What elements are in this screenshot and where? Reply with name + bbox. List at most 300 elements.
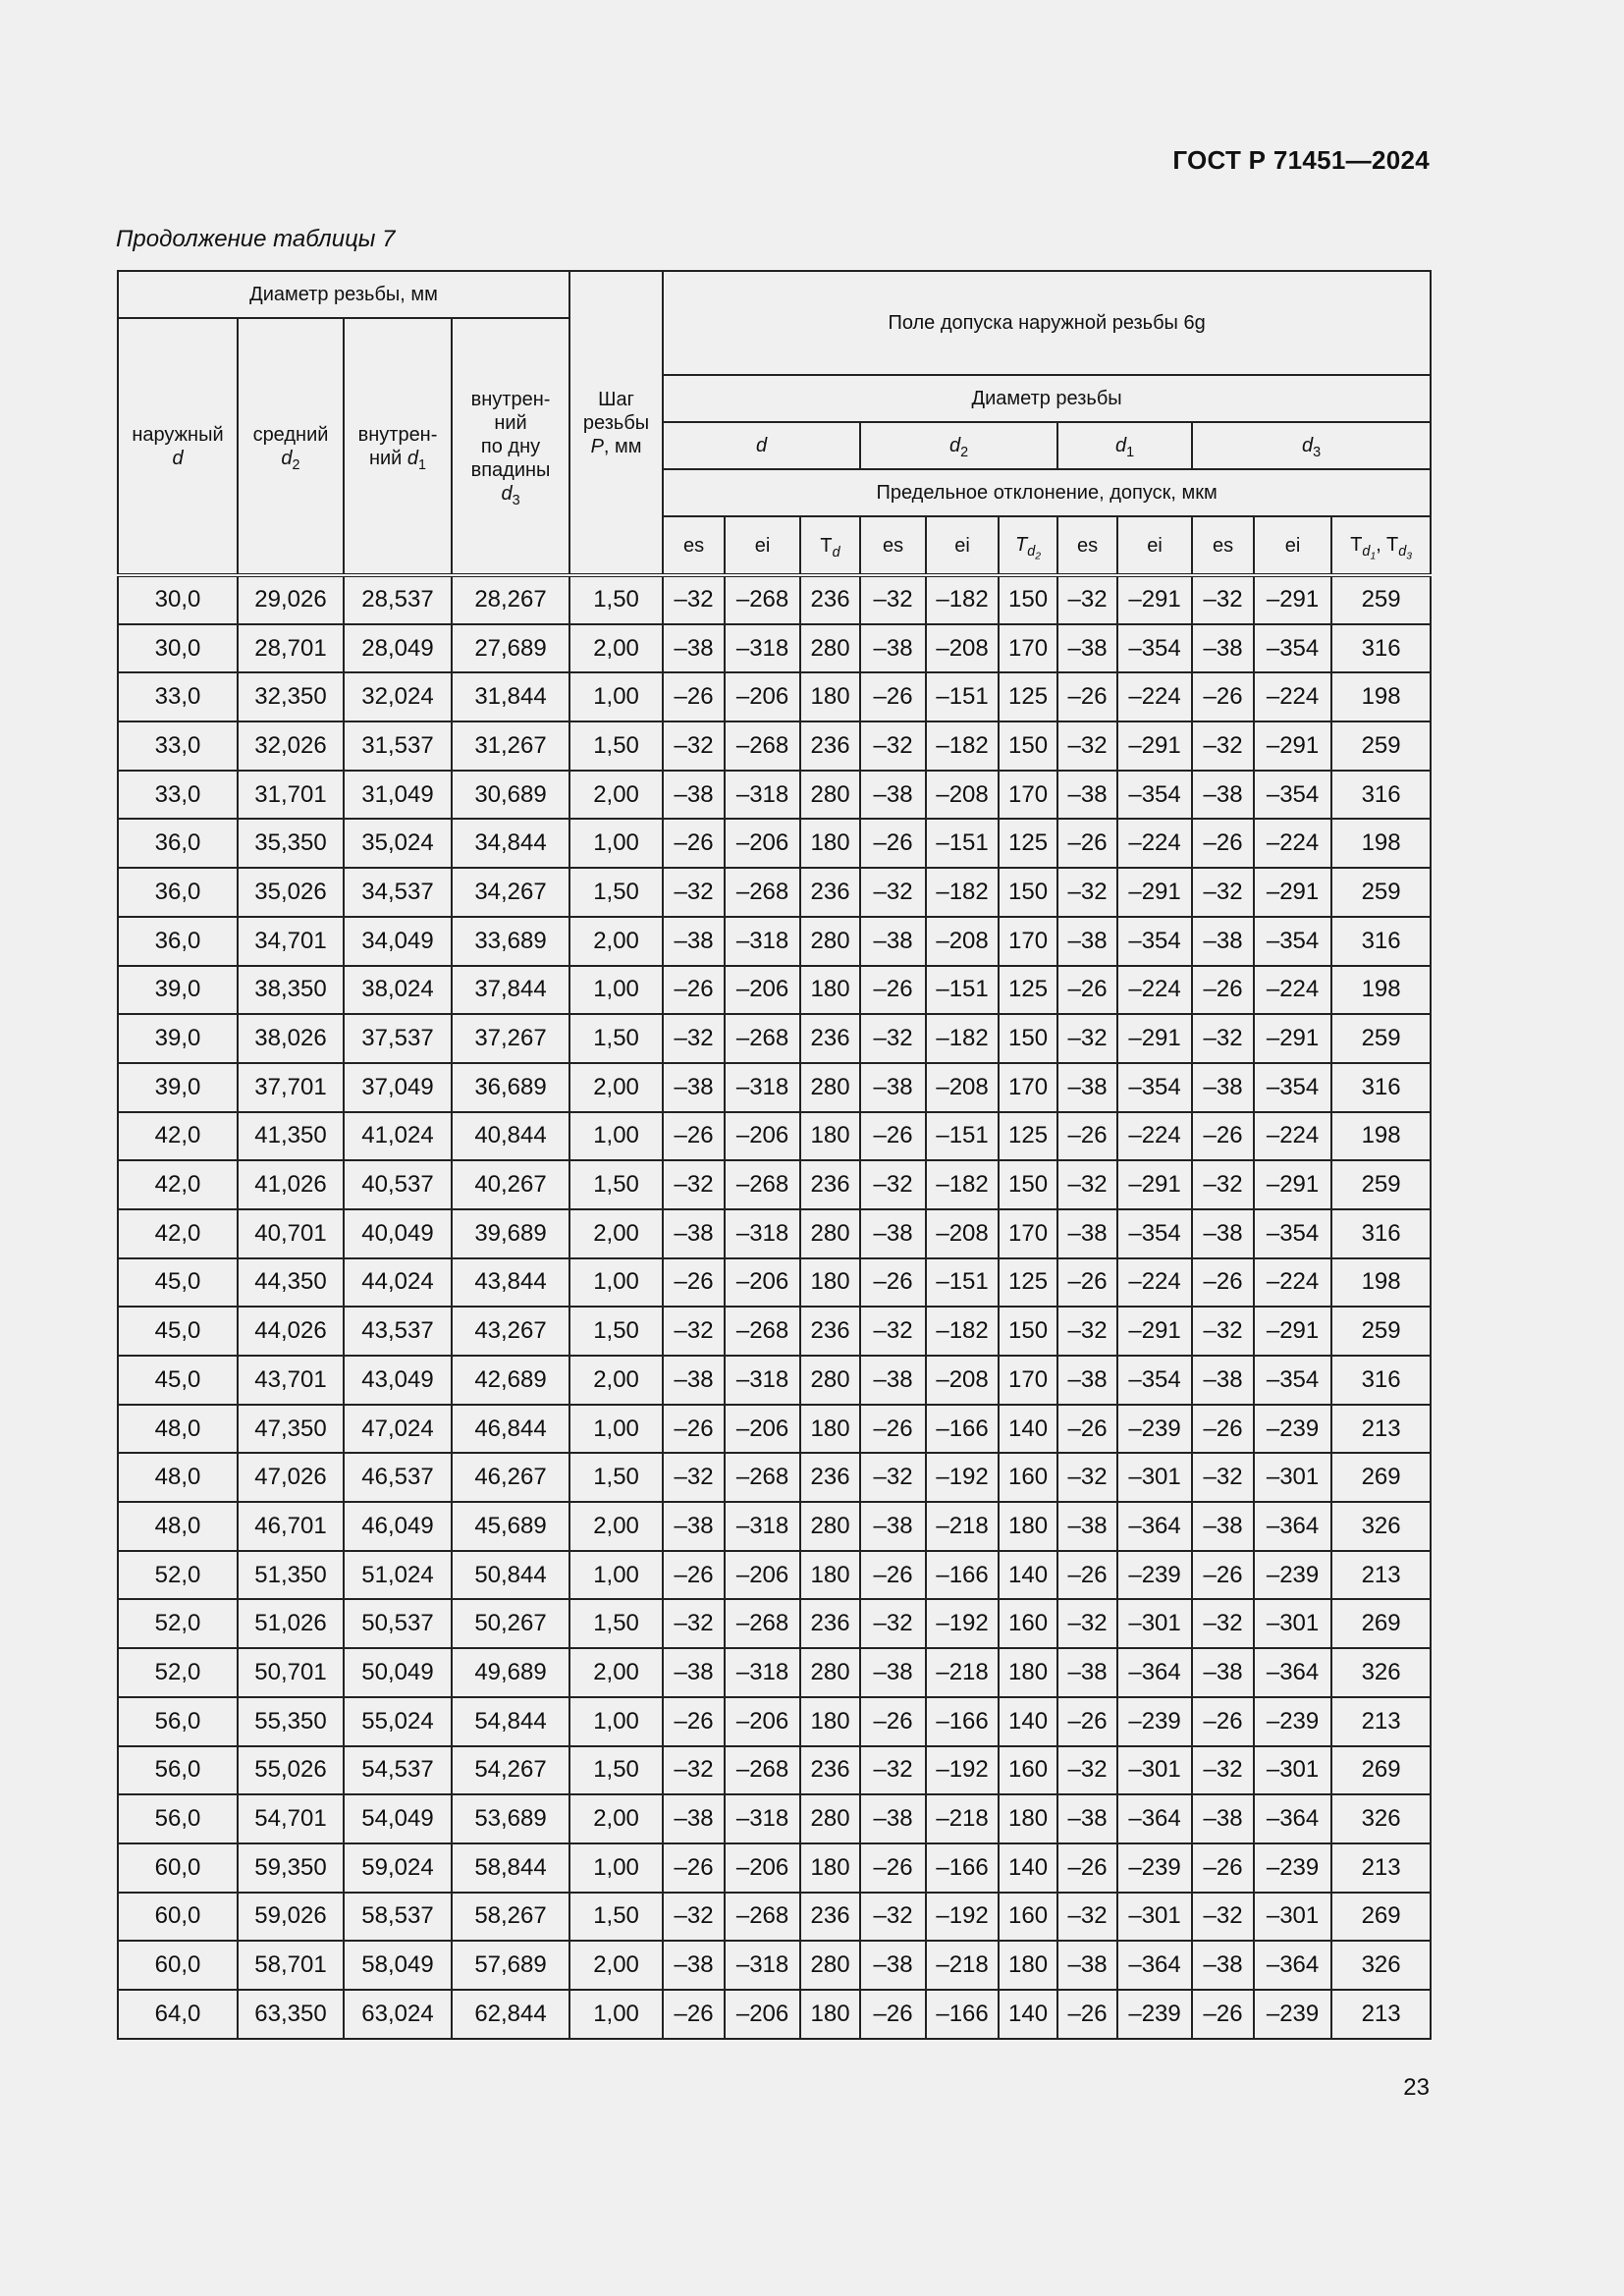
outer-label: наружный bbox=[132, 423, 224, 446]
table-row bbox=[118, 966, 1431, 1015]
cell-ei-d3: –301 bbox=[1254, 1599, 1331, 1648]
cell-outer-diameter: 39,0 bbox=[118, 1014, 238, 1063]
header-group-d bbox=[663, 422, 860, 469]
cell-Td: 236 bbox=[800, 1307, 860, 1356]
cell-ei-d1: –239 bbox=[1117, 1405, 1192, 1454]
cell-outer-diameter: 52,0 bbox=[118, 1551, 238, 1600]
cell-ei-d3: –291 bbox=[1254, 1014, 1331, 1063]
cell-Td2: 170 bbox=[999, 1209, 1057, 1258]
cell-Td: 180 bbox=[800, 966, 860, 1015]
cell-es-d1: –26 bbox=[1057, 672, 1117, 721]
cell-inner-root-diameter: 28,267 bbox=[452, 575, 569, 624]
table-row bbox=[118, 1551, 1431, 1600]
cell-outer-diameter: 30,0 bbox=[118, 575, 238, 624]
cell-middle-diameter: 43,701 bbox=[238, 1356, 344, 1405]
pitch-unit: , мм bbox=[603, 435, 642, 457]
cell-ei-d: –268 bbox=[725, 1599, 800, 1648]
cell-inner-root-diameter: 46,267 bbox=[452, 1453, 569, 1502]
cell-Td: 280 bbox=[800, 1794, 860, 1843]
cell-Td: 280 bbox=[800, 1356, 860, 1405]
cell-inner-root-diameter: 30,689 bbox=[452, 771, 569, 820]
cell-es-d: –38 bbox=[663, 624, 725, 673]
cell-ei-d3: –364 bbox=[1254, 1502, 1331, 1551]
cell-Td1-Td3: 316 bbox=[1331, 1209, 1431, 1258]
header-es-d2: es bbox=[860, 516, 926, 575]
cell-inner-root-diameter: 54,267 bbox=[452, 1746, 569, 1795]
cell-es-d: –32 bbox=[663, 575, 725, 624]
cell-ei-d2: –192 bbox=[926, 1893, 999, 1942]
cell-pitch: 1,50 bbox=[569, 868, 663, 917]
cell-es-d2: –26 bbox=[860, 672, 926, 721]
cell-es-d: –38 bbox=[663, 1209, 725, 1258]
Td3-T: T bbox=[1385, 534, 1399, 557]
cell-middle-diameter: 44,026 bbox=[238, 1307, 344, 1356]
cell-es-d: –38 bbox=[663, 1648, 725, 1697]
cell-es-d3: –32 bbox=[1192, 1160, 1254, 1209]
cell-inner-root-diameter: 34,267 bbox=[452, 868, 569, 917]
cell-Td2: 170 bbox=[999, 1356, 1057, 1405]
cell-Td: 236 bbox=[800, 575, 860, 624]
cell-es-d1: –38 bbox=[1057, 771, 1117, 820]
cell-es-d2: –38 bbox=[860, 1941, 926, 1990]
header-ei-d: ei bbox=[725, 516, 800, 575]
cell-ei-d2: –182 bbox=[926, 1307, 999, 1356]
cell-ei-d: –318 bbox=[725, 1941, 800, 1990]
cell-es-d: –32 bbox=[663, 1599, 725, 1648]
cell-es-d3: –26 bbox=[1192, 1258, 1254, 1308]
cell-ei-d: –268 bbox=[725, 1893, 800, 1942]
table-row bbox=[118, 1990, 1431, 2039]
cell-middle-diameter: 54,701 bbox=[238, 1794, 344, 1843]
cell-ei-d3: –291 bbox=[1254, 1307, 1331, 1356]
cell-inner-diameter: 38,024 bbox=[344, 966, 452, 1015]
cell-ei-d3: –224 bbox=[1254, 672, 1331, 721]
cell-ei-d2: –151 bbox=[926, 1258, 999, 1308]
cell-ei-d1: –354 bbox=[1117, 1356, 1192, 1405]
cell-inner-diameter: 46,049 bbox=[344, 1502, 452, 1551]
Td1-T: T bbox=[1350, 534, 1363, 557]
cell-es-d: –32 bbox=[663, 1014, 725, 1063]
cell-es-d: –32 bbox=[663, 1453, 725, 1502]
cell-Td2: 170 bbox=[999, 624, 1057, 673]
cell-ei-d2: –151 bbox=[926, 1112, 999, 1161]
cell-inner-diameter: 59,024 bbox=[344, 1843, 452, 1893]
table-row bbox=[118, 868, 1431, 917]
cell-middle-diameter: 38,350 bbox=[238, 966, 344, 1015]
cell-Td1-Td3: 326 bbox=[1331, 1502, 1431, 1551]
cell-inner-root-diameter: 57,689 bbox=[452, 1941, 569, 1990]
cell-es-d2: –32 bbox=[860, 575, 926, 624]
cell-pitch: 1,00 bbox=[569, 1697, 663, 1746]
cell-inner-diameter: 50,049 bbox=[344, 1648, 452, 1697]
cell-ei-d2: –151 bbox=[926, 819, 999, 868]
page-number: 23 bbox=[1403, 2074, 1430, 2101]
cell-es-d1: –32 bbox=[1057, 575, 1117, 624]
cell-Td: 236 bbox=[800, 1014, 860, 1063]
cell-inner-diameter: 31,537 bbox=[344, 721, 452, 771]
cell-pitch: 2,00 bbox=[569, 1209, 663, 1258]
cell-inner-root-diameter: 39,689 bbox=[452, 1209, 569, 1258]
cell-pitch: 1,50 bbox=[569, 721, 663, 771]
cell-middle-diameter: 59,026 bbox=[238, 1893, 344, 1942]
cell-ei-d1: –239 bbox=[1117, 1697, 1192, 1746]
cell-Td1-Td3: 316 bbox=[1331, 917, 1431, 966]
cell-inner-root-diameter: 54,844 bbox=[452, 1697, 569, 1746]
Td1-sub-index: 1 bbox=[1370, 551, 1377, 562]
cell-Td2: 125 bbox=[999, 1258, 1057, 1308]
cell-Td1-Td3: 269 bbox=[1331, 1746, 1431, 1795]
cell-middle-diameter: 55,026 bbox=[238, 1746, 344, 1795]
cell-ei-d1: –301 bbox=[1117, 1599, 1192, 1648]
cell-Td2: 150 bbox=[999, 721, 1057, 771]
cell-inner-diameter: 54,049 bbox=[344, 1794, 452, 1843]
cell-es-d3: –26 bbox=[1192, 819, 1254, 868]
cell-inner-root-diameter: 31,267 bbox=[452, 721, 569, 771]
cell-es-d: –38 bbox=[663, 1356, 725, 1405]
cell-ei-d: –268 bbox=[725, 575, 800, 624]
Td2-sub-base: d bbox=[1027, 544, 1036, 561]
table-row bbox=[118, 1014, 1431, 1063]
header-ei-d3: ei bbox=[1254, 516, 1331, 575]
cell-ei-d1: –224 bbox=[1117, 1112, 1192, 1161]
cell-es-d3: –38 bbox=[1192, 1209, 1254, 1258]
cell-es-d1: –32 bbox=[1057, 868, 1117, 917]
cell-Td2: 170 bbox=[999, 1063, 1057, 1112]
cell-middle-diameter: 28,701 bbox=[238, 624, 344, 673]
cell-ei-d2: –208 bbox=[926, 1209, 999, 1258]
cell-es-d1: –32 bbox=[1057, 1014, 1117, 1063]
cell-outer-diameter: 42,0 bbox=[118, 1160, 238, 1209]
group-d1-symbol: d bbox=[1114, 435, 1127, 456]
cell-ei-d1: –224 bbox=[1117, 1258, 1192, 1308]
cell-inner-diameter: 51,024 bbox=[344, 1551, 452, 1600]
cell-ei-d2: –218 bbox=[926, 1648, 999, 1697]
cell-ei-d2: –192 bbox=[926, 1746, 999, 1795]
cell-inner-root-diameter: 49,689 bbox=[452, 1648, 569, 1697]
cell-ei-d1: –364 bbox=[1117, 1794, 1192, 1843]
pitch-symbol: P bbox=[590, 435, 604, 457]
cell-ei-d1: –301 bbox=[1117, 1746, 1192, 1795]
inner-root-label-1: внутрен- bbox=[470, 388, 551, 410]
cell-Td1-Td3: 326 bbox=[1331, 1794, 1431, 1843]
cell-ei-d1: –354 bbox=[1117, 1209, 1192, 1258]
cell-inner-diameter: 40,537 bbox=[344, 1160, 452, 1209]
cell-middle-diameter: 40,701 bbox=[238, 1209, 344, 1258]
cell-es-d: –32 bbox=[663, 721, 725, 771]
cell-outer-diameter: 56,0 bbox=[118, 1746, 238, 1795]
pitch-label-2: резьбы bbox=[582, 411, 650, 434]
cell-inner-diameter: 58,049 bbox=[344, 1941, 452, 1990]
cell-Td1-Td3: 316 bbox=[1331, 771, 1431, 820]
cell-es-d3: –26 bbox=[1192, 1405, 1254, 1454]
cell-ei-d1: –291 bbox=[1117, 575, 1192, 624]
cell-es-d3: –38 bbox=[1192, 1794, 1254, 1843]
cell-ei-d: –318 bbox=[725, 917, 800, 966]
cell-Td2: 150 bbox=[999, 1160, 1057, 1209]
cell-ei-d2: –182 bbox=[926, 1160, 999, 1209]
group-d3-sub: 3 bbox=[1313, 445, 1322, 461]
cell-ei-d2: –151 bbox=[926, 672, 999, 721]
cell-es-d3: –38 bbox=[1192, 917, 1254, 966]
cell-pitch: 1,00 bbox=[569, 1843, 663, 1893]
cell-pitch: 1,50 bbox=[569, 1893, 663, 1942]
cell-es-d: –26 bbox=[663, 672, 725, 721]
group-d-symbol: d bbox=[755, 435, 768, 456]
cell-es-d2: –26 bbox=[860, 1990, 926, 2039]
cell-ei-d3: –239 bbox=[1254, 1405, 1331, 1454]
cell-Td: 280 bbox=[800, 1648, 860, 1697]
table-row bbox=[118, 1307, 1431, 1356]
cell-ei-d: –268 bbox=[725, 1453, 800, 1502]
table-row bbox=[118, 672, 1431, 721]
cell-es-d: –26 bbox=[663, 1405, 725, 1454]
middle-symbol: d bbox=[281, 447, 293, 469]
cell-ei-d: –318 bbox=[725, 1502, 800, 1551]
cell-es-d2: –38 bbox=[860, 1502, 926, 1551]
table-body bbox=[118, 575, 1431, 2039]
table-row bbox=[118, 917, 1431, 966]
table-row bbox=[118, 1794, 1431, 1843]
Td1-sub-base: d bbox=[1362, 544, 1371, 561]
cell-Td: 280 bbox=[800, 1209, 860, 1258]
cell-inner-diameter: 28,049 bbox=[344, 624, 452, 673]
cell-ei-d1: –291 bbox=[1117, 1014, 1192, 1063]
inner-root-label-2: ний bbox=[494, 411, 527, 434]
cell-Td2: 140 bbox=[999, 1405, 1057, 1454]
cell-es-d3: –26 bbox=[1192, 1551, 1254, 1600]
cell-es-d1: –26 bbox=[1057, 1405, 1117, 1454]
cell-middle-diameter: 32,350 bbox=[238, 672, 344, 721]
header-Td bbox=[800, 516, 860, 575]
cell-ei-d2: –218 bbox=[926, 1941, 999, 1990]
cell-es-d3: –32 bbox=[1192, 1746, 1254, 1795]
cell-ei-d1: –364 bbox=[1117, 1648, 1192, 1697]
cell-Td1-Td3: 198 bbox=[1331, 672, 1431, 721]
header-inner-diameter bbox=[344, 318, 452, 575]
cell-middle-diameter: 38,026 bbox=[238, 1014, 344, 1063]
cell-es-d3: –32 bbox=[1192, 1893, 1254, 1942]
cell-outer-diameter: 48,0 bbox=[118, 1502, 238, 1551]
cell-Td2: 140 bbox=[999, 1697, 1057, 1746]
cell-ei-d: –206 bbox=[725, 1990, 800, 2039]
cell-ei-d: –318 bbox=[725, 1648, 800, 1697]
cell-inner-root-diameter: 53,689 bbox=[452, 1794, 569, 1843]
cell-outer-diameter: 52,0 bbox=[118, 1648, 238, 1697]
cell-pitch: 1,50 bbox=[569, 1014, 663, 1063]
cell-Td: 280 bbox=[800, 771, 860, 820]
cell-Td: 236 bbox=[800, 868, 860, 917]
cell-ei-d2: –208 bbox=[926, 1063, 999, 1112]
cell-Td1-Td3: 259 bbox=[1331, 1307, 1431, 1356]
cell-Td1-Td3: 326 bbox=[1331, 1648, 1431, 1697]
cell-Td1-Td3: 269 bbox=[1331, 1893, 1431, 1942]
table-row bbox=[118, 1405, 1431, 1454]
cell-inner-diameter: 28,537 bbox=[344, 575, 452, 624]
Td2-T: T bbox=[1015, 534, 1028, 557]
header-pitch bbox=[569, 271, 663, 575]
cell-es-d2: –32 bbox=[860, 1453, 926, 1502]
cell-inner-diameter: 34,537 bbox=[344, 868, 452, 917]
cell-es-d2: –32 bbox=[860, 868, 926, 917]
cell-es-d2: –32 bbox=[860, 1599, 926, 1648]
cell-outer-diameter: 42,0 bbox=[118, 1209, 238, 1258]
cell-es-d: –26 bbox=[663, 1990, 725, 2039]
cell-pitch: 1,50 bbox=[569, 1453, 663, 1502]
header-tolerance-field: Поле допуска наружной резьбы 6g bbox=[663, 271, 1431, 375]
cell-ei-d: –318 bbox=[725, 771, 800, 820]
cell-es-d1: –32 bbox=[1057, 1160, 1117, 1209]
group-d2-sub: 2 bbox=[960, 445, 969, 461]
cell-Td1-Td3: 198 bbox=[1331, 1112, 1431, 1161]
cell-Td1-Td3: 259 bbox=[1331, 575, 1431, 624]
cell-es-d2: –26 bbox=[860, 1551, 926, 1600]
cell-es-d2: –26 bbox=[860, 1843, 926, 1893]
cell-outer-diameter: 33,0 bbox=[118, 672, 238, 721]
cell-inner-root-diameter: 36,689 bbox=[452, 1063, 569, 1112]
cell-ei-d3: –224 bbox=[1254, 819, 1331, 868]
cell-Td: 280 bbox=[800, 917, 860, 966]
cell-ei-d2: –208 bbox=[926, 917, 999, 966]
cell-inner-diameter: 46,537 bbox=[344, 1453, 452, 1502]
cell-es-d3: –26 bbox=[1192, 1697, 1254, 1746]
cell-Td: 180 bbox=[800, 1990, 860, 2039]
cell-outer-diameter: 36,0 bbox=[118, 917, 238, 966]
cell-es-d3: –32 bbox=[1192, 1453, 1254, 1502]
inner-label-2: ний bbox=[368, 447, 403, 469]
document-header: ГОСТ Р 71451—2024 bbox=[1172, 145, 1430, 175]
cell-Td: 180 bbox=[800, 672, 860, 721]
cell-ei-d2: –166 bbox=[926, 1697, 999, 1746]
cell-es-d2: –26 bbox=[860, 1258, 926, 1308]
cell-pitch: 1,50 bbox=[569, 1307, 663, 1356]
cell-es-d1: –32 bbox=[1057, 1893, 1117, 1942]
cell-es-d3: –38 bbox=[1192, 1648, 1254, 1697]
cell-es-d2: –38 bbox=[860, 1648, 926, 1697]
cell-Td1-Td3: 213 bbox=[1331, 1551, 1431, 1600]
cell-Td1-Td3: 259 bbox=[1331, 721, 1431, 771]
group-d1-sub: 1 bbox=[1126, 445, 1135, 461]
cell-ei-d: –318 bbox=[725, 1063, 800, 1112]
cell-es-d3: –26 bbox=[1192, 1843, 1254, 1893]
cell-outer-diameter: 64,0 bbox=[118, 1990, 238, 2039]
cell-ei-d2: –208 bbox=[926, 1356, 999, 1405]
cell-Td: 180 bbox=[800, 1551, 860, 1600]
table-row bbox=[118, 575, 1431, 624]
cell-ei-d2: –151 bbox=[926, 966, 999, 1015]
cell-ei-d1: –224 bbox=[1117, 672, 1192, 721]
cell-ei-d3: –354 bbox=[1254, 1063, 1331, 1112]
cell-es-d3: –26 bbox=[1192, 966, 1254, 1015]
cell-es-d: –26 bbox=[663, 966, 725, 1015]
cell-pitch: 1,00 bbox=[569, 672, 663, 721]
cell-Td2: 125 bbox=[999, 966, 1057, 1015]
cell-es-d: –38 bbox=[663, 1502, 725, 1551]
cell-Td1-Td3: 213 bbox=[1331, 1697, 1431, 1746]
cell-ei-d2: –166 bbox=[926, 1405, 999, 1454]
header-es-d3: es bbox=[1192, 516, 1254, 575]
cell-es-d1: –38 bbox=[1057, 917, 1117, 966]
cell-es-d2: –26 bbox=[860, 819, 926, 868]
cell-es-d: –26 bbox=[663, 1843, 725, 1893]
cell-es-d1: –26 bbox=[1057, 1112, 1117, 1161]
cell-inner-root-diameter: 31,844 bbox=[452, 672, 569, 721]
cell-middle-diameter: 50,701 bbox=[238, 1648, 344, 1697]
cell-es-d1: –38 bbox=[1057, 1941, 1117, 1990]
cell-Td: 180 bbox=[800, 1697, 860, 1746]
header-group-d1 bbox=[1057, 422, 1192, 469]
cell-ei-d2: –182 bbox=[926, 575, 999, 624]
group-d3-symbol: d bbox=[1302, 435, 1314, 456]
inner-root-label-4: впадины bbox=[470, 458, 551, 481]
cell-es-d1: –32 bbox=[1057, 721, 1117, 771]
cell-ei-d: –268 bbox=[725, 1014, 800, 1063]
cell-Td: 180 bbox=[800, 819, 860, 868]
cell-pitch: 1,00 bbox=[569, 1112, 663, 1161]
cell-inner-root-diameter: 33,689 bbox=[452, 917, 569, 966]
cell-ei-d1: –354 bbox=[1117, 624, 1192, 673]
cell-pitch: 2,00 bbox=[569, 917, 663, 966]
header-outer-diameter bbox=[118, 318, 238, 575]
cell-ei-d1: –364 bbox=[1117, 1502, 1192, 1551]
cell-inner-root-diameter: 50,267 bbox=[452, 1599, 569, 1648]
header-Td1-Td3 bbox=[1331, 516, 1431, 575]
cell-pitch: 2,00 bbox=[569, 1648, 663, 1697]
cell-ei-d: –268 bbox=[725, 1746, 800, 1795]
cell-inner-root-diameter: 43,267 bbox=[452, 1307, 569, 1356]
cell-es-d3: –32 bbox=[1192, 575, 1254, 624]
cell-outer-diameter: 39,0 bbox=[118, 966, 238, 1015]
cell-Td: 236 bbox=[800, 1453, 860, 1502]
cell-ei-d3: –224 bbox=[1254, 1112, 1331, 1161]
cell-ei-d: –318 bbox=[725, 624, 800, 673]
cell-es-d: –32 bbox=[663, 868, 725, 917]
cell-middle-diameter: 51,026 bbox=[238, 1599, 344, 1648]
cell-Td1-Td3: 259 bbox=[1331, 1160, 1431, 1209]
table-row bbox=[118, 1893, 1431, 1942]
cell-middle-diameter: 46,701 bbox=[238, 1502, 344, 1551]
header-limit-deviation: Предельное отклонение, допуск, мкм bbox=[663, 469, 1431, 516]
cell-inner-root-diameter: 34,844 bbox=[452, 819, 569, 868]
table-row bbox=[118, 1697, 1431, 1746]
header-group-d3 bbox=[1192, 422, 1431, 469]
cell-ei-d3: –354 bbox=[1254, 1356, 1331, 1405]
cell-es-d1: –38 bbox=[1057, 1209, 1117, 1258]
cell-es-d1: –26 bbox=[1057, 1990, 1117, 2039]
table-row bbox=[118, 1063, 1431, 1112]
cell-inner-diameter: 50,537 bbox=[344, 1599, 452, 1648]
cell-outer-diameter: 33,0 bbox=[118, 771, 238, 820]
Td2-sub-index: 2 bbox=[1035, 551, 1042, 562]
cell-middle-diameter: 37,701 bbox=[238, 1063, 344, 1112]
cell-ei-d: –268 bbox=[725, 1307, 800, 1356]
cell-es-d: –32 bbox=[663, 1746, 725, 1795]
cell-Td: 280 bbox=[800, 1941, 860, 1990]
cell-es-d: –26 bbox=[663, 1551, 725, 1600]
cell-inner-diameter: 32,024 bbox=[344, 672, 452, 721]
cell-middle-diameter: 47,026 bbox=[238, 1453, 344, 1502]
outer-symbol: d bbox=[172, 447, 184, 469]
cell-ei-d1: –224 bbox=[1117, 966, 1192, 1015]
cell-outer-diameter: 48,0 bbox=[118, 1405, 238, 1454]
cell-es-d1: –26 bbox=[1057, 819, 1117, 868]
cell-Td: 180 bbox=[800, 1258, 860, 1308]
cell-outer-diameter: 45,0 bbox=[118, 1356, 238, 1405]
cell-Td1-Td3: 269 bbox=[1331, 1599, 1431, 1648]
middle-sub: 2 bbox=[292, 456, 300, 473]
cell-inner-diameter: 31,049 bbox=[344, 771, 452, 820]
Td-comma: , bbox=[1376, 534, 1386, 557]
cell-Td2: 140 bbox=[999, 1551, 1057, 1600]
